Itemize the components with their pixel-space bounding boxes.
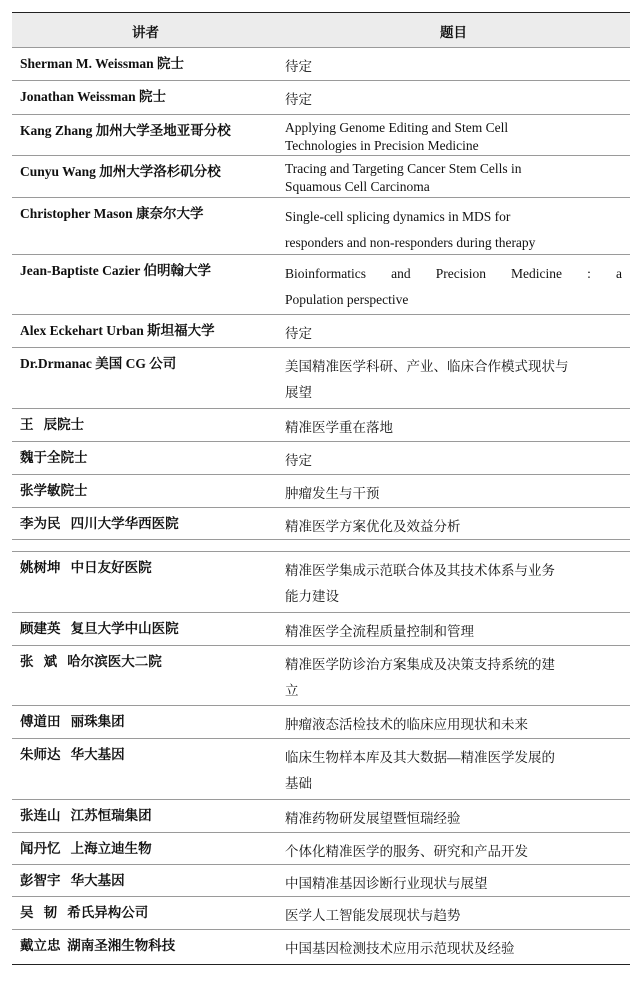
topic-cell — [277, 552, 630, 612]
speaker-cell: 姚树坤 中日友好医院 — [20, 560, 152, 575]
topic-cell — [277, 115, 630, 155]
table-row — [12, 255, 630, 315]
topic-line: Single-cell splicing dynamics in MDS for — [285, 209, 511, 224]
speaker-cell: Kang Zhang 加州大学圣地亚哥分校 — [20, 123, 231, 138]
table-row — [12, 198, 630, 255]
topic-cell — [277, 255, 630, 314]
speaker-cell: 戴立忠 湖南圣湘生物科技 — [20, 938, 176, 953]
topic-line: Population perspective — [285, 292, 409, 307]
speaker-cell: 张学敏院士 — [20, 483, 88, 498]
topic-line: Squamous Cell Carcinoma — [285, 179, 430, 194]
table-row — [12, 706, 630, 739]
topic-cell: 肿瘤液态活检技术的临床应用现状和未来 — [285, 717, 528, 732]
table-row — [12, 833, 630, 865]
topic-line: Tracing and Targeting Cancer Stem Cells in — [285, 161, 522, 176]
speaker-cell: 傅道田 丽珠集团 — [20, 714, 125, 729]
topic-cell — [277, 348, 630, 408]
topic-cell: 肿瘤发生与干预 — [285, 486, 380, 501]
speaker-cell: 张连山 江苏恒瑞集团 — [20, 808, 152, 823]
table-row — [12, 865, 630, 897]
header-speaker: 讲者 — [132, 25, 159, 40]
topic-line: 美国精准医学科研、产业、临床合作模式现状与 — [285, 359, 569, 374]
speaker-cell: 魏于全院士 — [20, 450, 88, 465]
topic-line: 能力建设 — [285, 589, 339, 604]
table-row — [12, 800, 630, 833]
table-row — [12, 409, 630, 442]
table-row — [12, 115, 630, 156]
speaker-cell: Dr.Drmanac 美国 CG 公司 — [20, 356, 177, 371]
table-row — [12, 348, 630, 409]
speaker-cell: Cunyu Wang 加州大学洛杉矶分校 — [20, 164, 221, 179]
topic-cell — [277, 156, 630, 197]
topic-line: 临床生物样本库及其大数据—精准医学发展的 — [285, 750, 555, 765]
topic-cell: 待定 — [285, 92, 312, 107]
topic-line: 基础 — [285, 776, 312, 791]
topic-cell: 待定 — [285, 326, 312, 341]
speaker-cell: 彭智宇 华大基因 — [20, 873, 125, 888]
table-row — [12, 81, 630, 115]
topic-cell: 精准药物研发展望暨恒瑞经验 — [285, 811, 461, 826]
topic-cell: 医学人工智能发展现状与趋势 — [285, 908, 461, 923]
topic-line: 立 — [285, 683, 299, 698]
speaker-cell: 张 斌 哈尔滨医大二院 — [20, 654, 162, 669]
table-header — [12, 13, 630, 48]
table-row — [12, 442, 630, 475]
speaker-cell: Jonathan Weissman 院士 — [20, 89, 167, 104]
spacer-row — [12, 540, 630, 552]
topic-line: 精准医学防诊治方案集成及决策支持系统的建 — [285, 657, 555, 672]
speaker-cell: 顾建英 复旦大学中山医院 — [20, 621, 179, 636]
topic-cell — [277, 739, 630, 799]
speaker-cell: 朱师达 华大基因 — [20, 747, 125, 762]
speaker-cell: 王 辰院士 — [20, 417, 85, 432]
speaker-cell: 吴 韧 希氏异构公司 — [20, 905, 149, 920]
speaker-cell: 李为民 四川大学华西医院 — [20, 516, 179, 531]
topic-cell: 中国精准基因诊断行业现状与展望 — [285, 876, 488, 891]
table-row — [12, 315, 630, 348]
topic-line: 展望 — [285, 385, 312, 400]
table-row — [12, 930, 630, 964]
speaker-cell: 闻丹忆 上海立迪生物 — [20, 841, 152, 856]
topic-cell: 个体化精准医学的服务、研究和产品开发 — [285, 844, 528, 859]
speaker-cell: Jean-Baptiste Cazier 伯明翰大学 — [20, 263, 211, 278]
topic-line: 精准医学集成示范联合体及其技术体系与业务 — [285, 563, 555, 578]
table-row — [12, 613, 630, 646]
table-row — [12, 646, 630, 706]
table-row — [12, 552, 630, 613]
topic-line: responders and non-responders during therapy — [285, 235, 536, 250]
topic-cell: 中国基因检测技术应用示范现状及经验 — [285, 941, 515, 956]
speaker-cell: Alex Eckehart Urban 斯坦福大学 — [20, 323, 215, 338]
topic-line: Technologies in Precision Medicine — [285, 138, 479, 153]
table-row — [12, 48, 630, 81]
topic-cell — [277, 198, 630, 254]
topic-cell: 精准医学方案优化及效益分析 — [285, 519, 461, 534]
table-row — [12, 897, 630, 930]
table-row — [12, 739, 630, 800]
topic-cell — [277, 646, 630, 705]
speaker-table — [12, 12, 630, 965]
table-row — [12, 508, 630, 540]
topic-line: Bioinformatics and Precision Medicine : a — [285, 266, 622, 281]
topic-line: Applying Genome Editing and Stem Cell — [285, 120, 509, 135]
header-topic: 题目 — [440, 25, 467, 40]
table-row — [12, 475, 630, 508]
topic-cell: 待定 — [285, 453, 312, 468]
topic-cell: 精准医学重在落地 — [285, 420, 393, 435]
topic-cell: 待定 — [285, 59, 312, 74]
speaker-cell: Christopher Mason 康奈尔大学 — [20, 206, 204, 221]
topic-cell: 精准医学全流程质量控制和管理 — [285, 624, 474, 639]
speaker-cell: Sherman M. Weissman 院士 — [20, 56, 185, 71]
table-row — [12, 156, 630, 198]
